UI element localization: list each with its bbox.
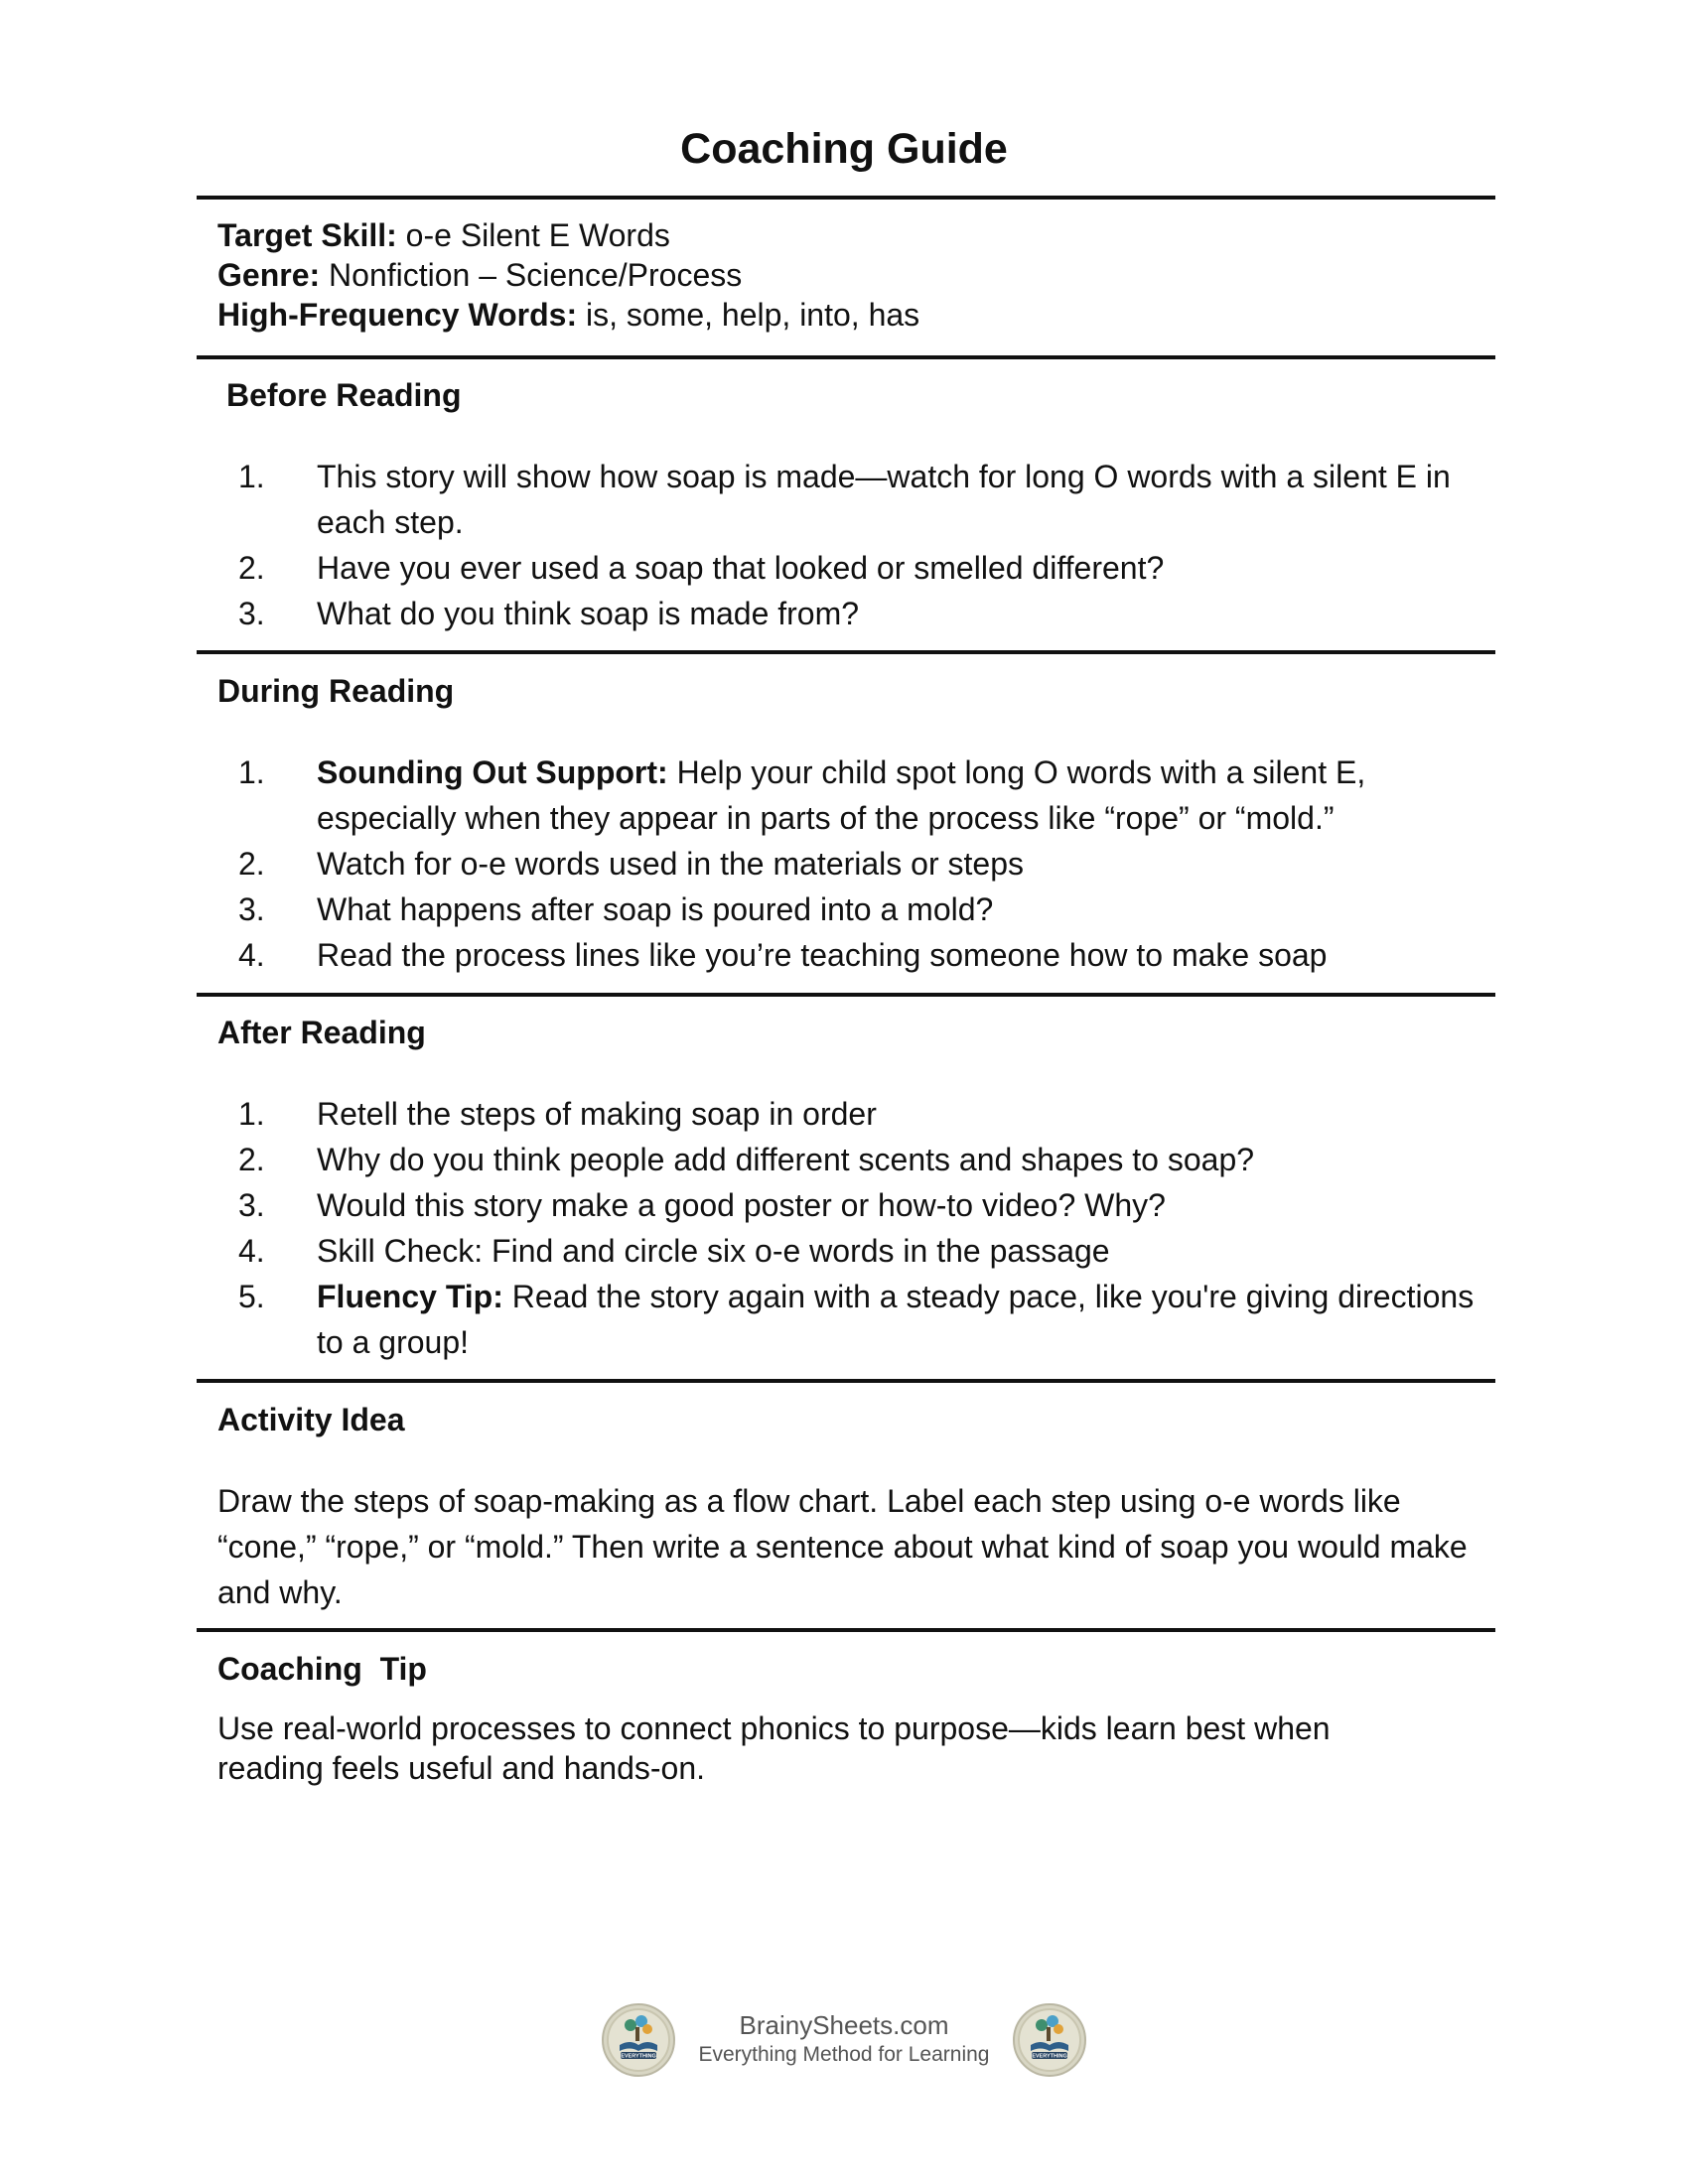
list-item	[217, 1137, 1478, 1182]
list-number: 1.	[238, 754, 265, 790]
divider	[197, 355, 1495, 359]
genre-value: Nonfiction – Science/Process	[320, 257, 743, 293]
divider	[197, 196, 1495, 200]
activity-idea-heading: Activity Idea	[217, 1402, 405, 1437]
list-item	[217, 1274, 1478, 1365]
brand-logo-icon	[602, 2003, 675, 2077]
after-reading-list	[217, 1091, 1478, 1365]
divider	[197, 993, 1495, 997]
list-number: 2.	[238, 846, 265, 882]
footer	[0, 2003, 1688, 2083]
list-item	[217, 454, 1478, 545]
list-item	[217, 545, 1478, 591]
brand-logo-icon	[1013, 2003, 1086, 2077]
list-item-text: Watch for o-e words used in the materials or steps	[317, 846, 1024, 882]
list-item-text: Skill Check: Find and circle six o-e words in the passage	[317, 1233, 1110, 1269]
list-item-text: Help your child spot long O words with a silent E, especially when they appear in parts of the process like “rope” or “mold.”	[317, 754, 1366, 836]
list-item	[217, 932, 1478, 978]
genre-label: Genre:	[217, 257, 321, 293]
list-item	[217, 1182, 1478, 1228]
list-item-text: What do you think soap is made from?	[317, 596, 860, 631]
during-reading-list	[217, 750, 1478, 978]
list-item	[217, 591, 1478, 636]
list-item-text: Read the story again with a steady pace, like you're giving directions to a group!	[317, 1279, 1475, 1360]
skill-info-block	[217, 215, 919, 335]
high-frequency-words-row	[217, 295, 919, 335]
high-frequency-words-label: High-Frequency Words:	[217, 297, 578, 333]
list-item-bold: Fluency Tip:	[317, 1279, 503, 1314]
list-item	[217, 1091, 1478, 1137]
footer-tagline: Everything Method for Learning	[698, 2043, 990, 2066]
list-item-bold: Sounding Out Support:	[317, 754, 668, 790]
coaching-tip-heading: Coaching Tip	[217, 1651, 427, 1687]
svg-text:EVERYTHING: EVERYTHING	[621, 2053, 656, 2060]
page-title: Coaching Guide	[680, 125, 1008, 173]
during-reading-heading: During Reading	[217, 673, 455, 709]
list-number: 3.	[238, 891, 265, 927]
list-item	[217, 750, 1478, 841]
list-number: 4.	[238, 1233, 265, 1269]
list-item	[217, 887, 1478, 932]
list-item-text: Would this story make a good poster or how-to video? Why?	[317, 1187, 1166, 1223]
target-skill-row	[217, 215, 919, 255]
divider	[197, 1379, 1495, 1383]
list-number: 4.	[238, 937, 265, 973]
list-item-text: What happens after soap is poured into a mold?	[317, 891, 994, 927]
genre-row	[217, 255, 919, 295]
activity-idea-text: Draw the steps of soap-making as a flow chart. Label each step using o-e words like “cone,” “rope,” or “mold.” Then write a sentence about what kind of soap you would make and why.	[217, 1483, 1468, 1610]
before-reading-heading: Before Reading	[226, 377, 462, 413]
list-number: 2.	[238, 550, 265, 586]
list-number: 5.	[238, 1279, 265, 1314]
footer-site: BrainySheets.com	[739, 2010, 949, 2040]
high-frequency-words-value: is, some, help, into, has	[577, 297, 920, 333]
target-skill-label: Target Skill:	[217, 217, 397, 253]
footer-text	[685, 2009, 1003, 2069]
list-number: 2.	[238, 1142, 265, 1177]
list-item-text: This story will show how soap is made—watch for long O words with a silent E in each step.	[317, 459, 1451, 540]
coaching-tip-text: Use real-world processes to connect phonics to purpose—kids learn best when reading feels useful and hands-on.	[217, 1710, 1331, 1786]
list-item-text: Retell the steps of making soap in order	[317, 1096, 877, 1132]
list-number: 3.	[238, 1187, 265, 1223]
list-item-text: Why do you think people add different scents and shapes to soap?	[317, 1142, 1255, 1177]
before-reading-list	[217, 454, 1478, 636]
list-item	[217, 841, 1478, 887]
list-number: 1.	[238, 1096, 265, 1132]
divider	[197, 650, 1495, 654]
list-item	[217, 1228, 1478, 1274]
after-reading-heading: After Reading	[217, 1015, 426, 1050]
list-number: 1.	[238, 459, 265, 494]
list-item-text: Have you ever used a soap that looked or smelled different?	[317, 550, 1165, 586]
list-number: 3.	[238, 596, 265, 631]
list-item-text: Read the process lines like you’re teaching someone how to make soap	[317, 937, 1328, 973]
svg-text:EVERYTHING: EVERYTHING	[1032, 2053, 1067, 2060]
divider	[197, 1628, 1495, 1632]
target-skill-value: o-e Silent E Words	[396, 217, 670, 253]
